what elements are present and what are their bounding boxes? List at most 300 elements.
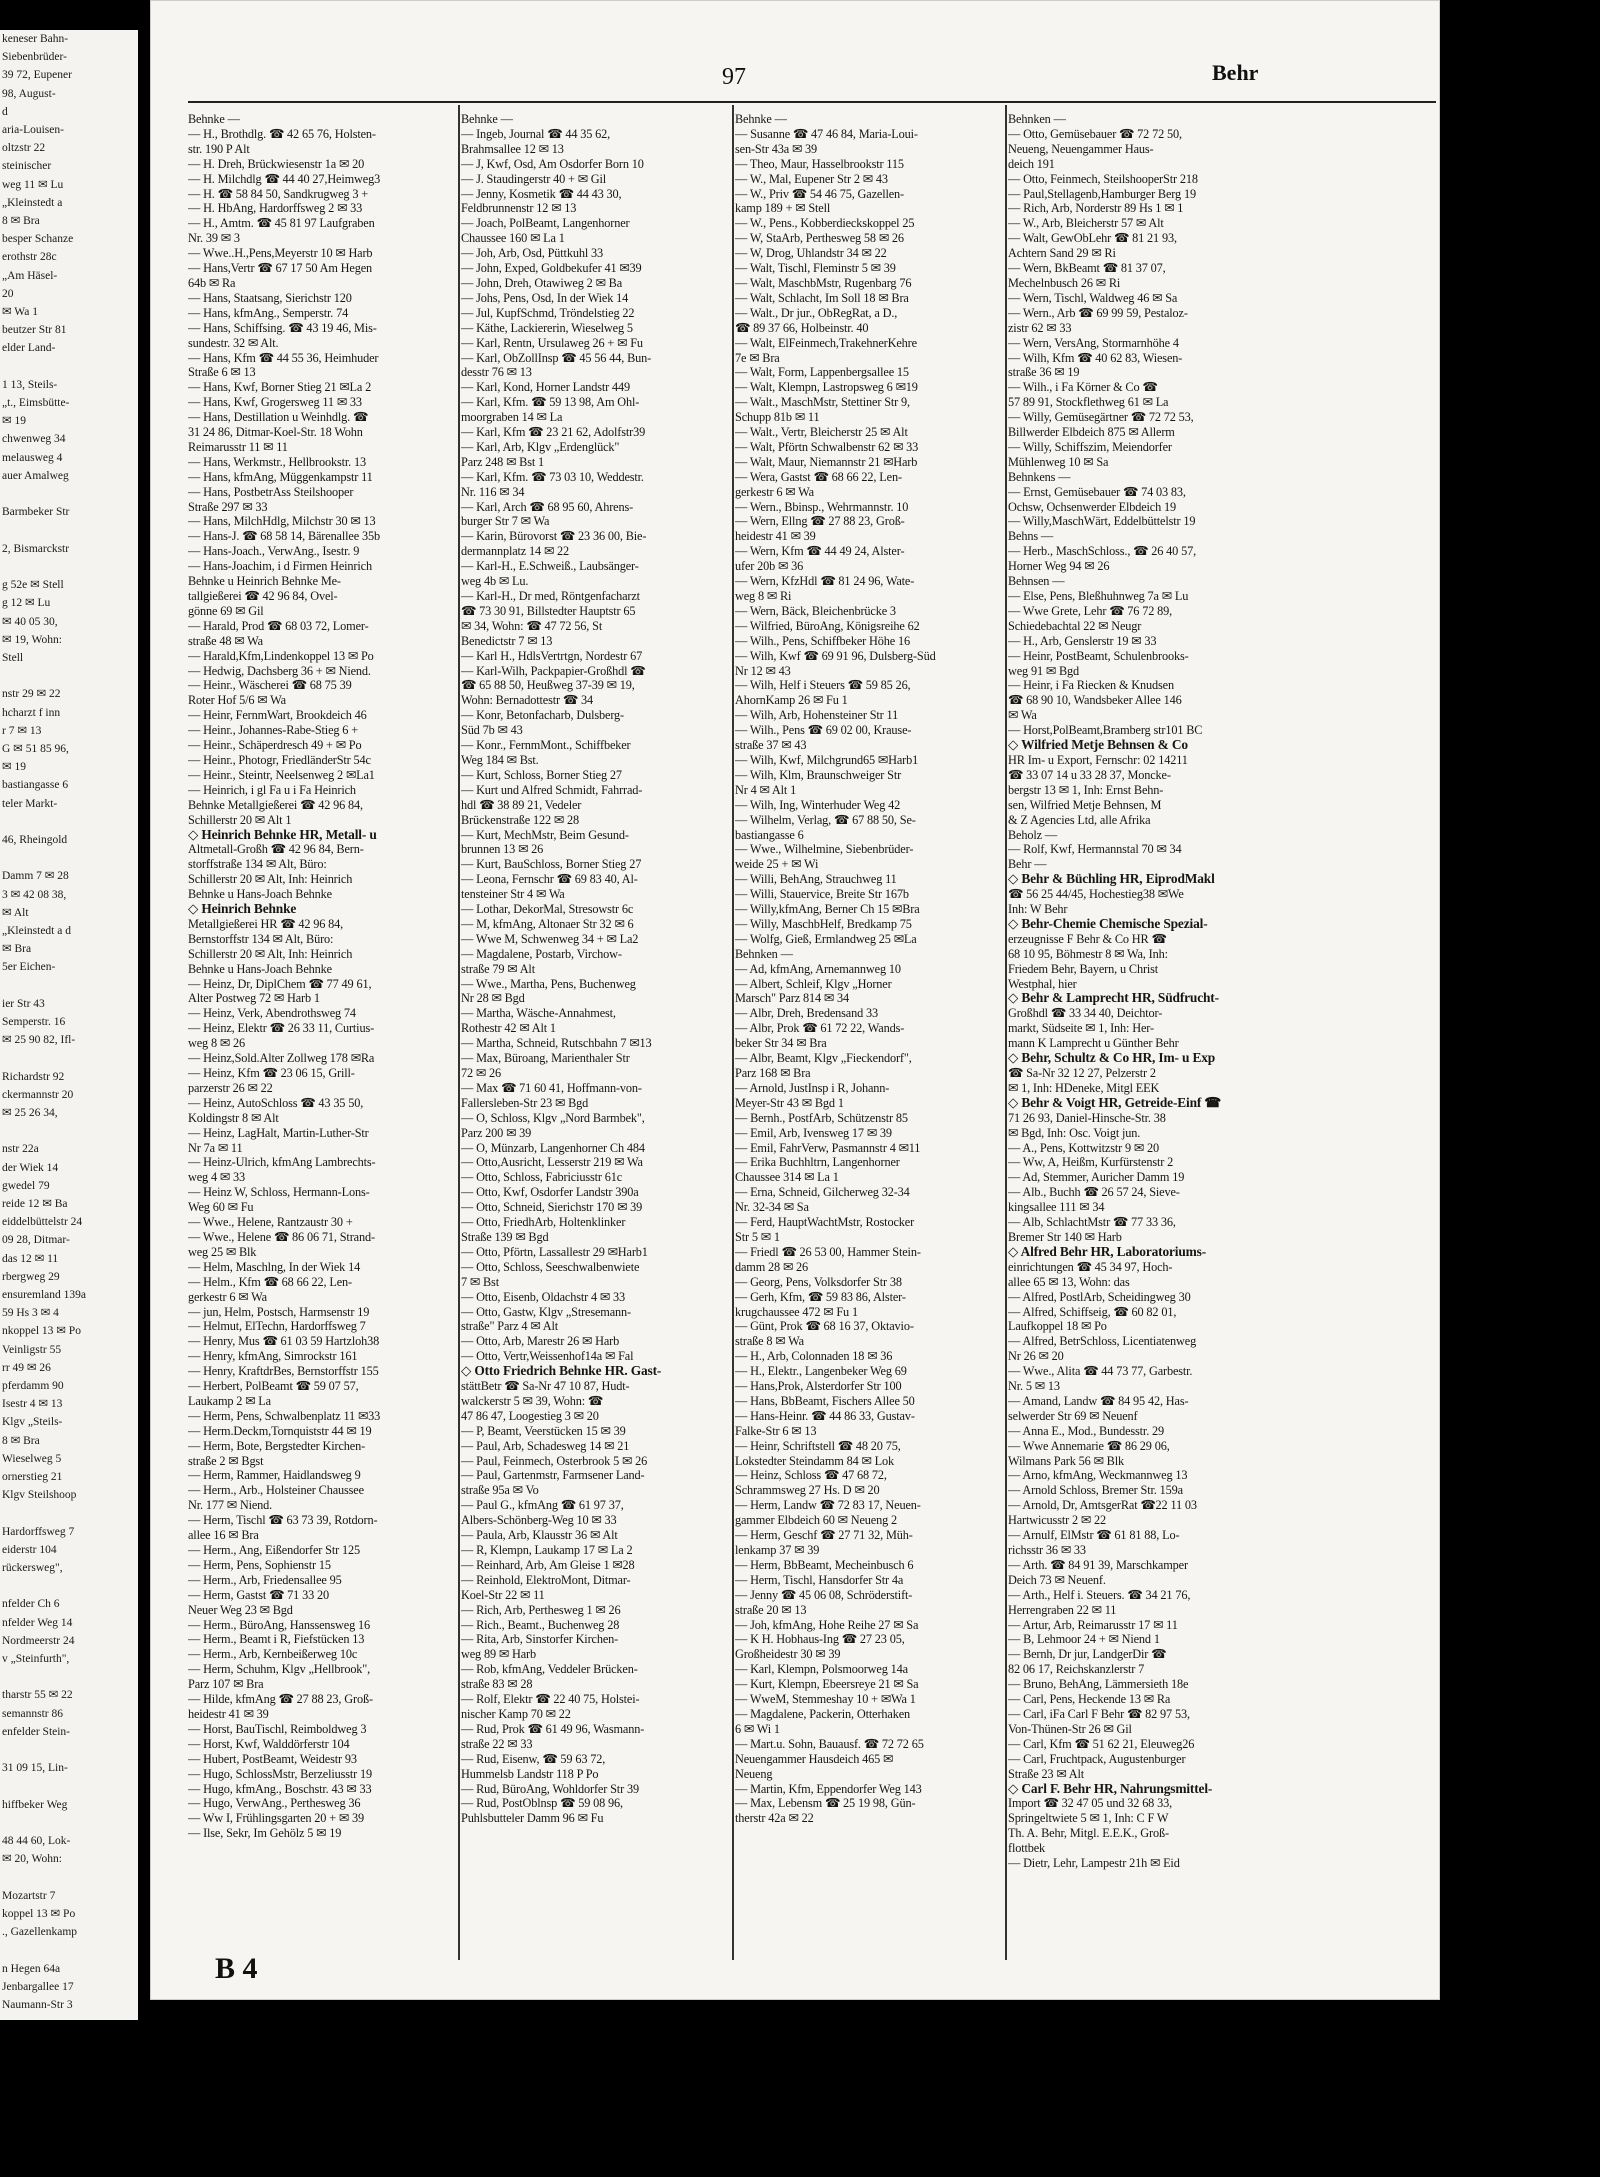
directory-entry: — Albr, Beamt, Klgv „Fieckendorf", — [735, 1051, 912, 1066]
directory-entry: — Paul, Arb, Schadesweg 14 ✉ 21 — [461, 1438, 630, 1453]
directory-entry: — Hans, Kwf, Borner Stieg 21 ✉La 2 — [188, 380, 372, 395]
directory-entry: — B, Lehmoor 24 + ✉ Niend 1 — [1008, 1632, 1160, 1647]
directory-entry: heidestr 41 ✉ 39 — [188, 1706, 269, 1721]
firm-entry: ◇ Heinrich Behnke HR, Metall- u — [188, 826, 377, 842]
directory-entry: — Karl-H., Dr med, Röntgenfacharzt — [461, 589, 640, 603]
directory-entry: Großheidestr 30 ✉ 39 — [735, 1647, 841, 1662]
directory-entry: — Paula, Arb, Klausstr 36 ✉ Alt — [461, 1528, 618, 1543]
directory-entry: Neuengammer Hausdeich 465 ✉ — [735, 1751, 894, 1766]
directory-entry: Weg 60 ✉ Fu — [188, 1200, 254, 1215]
directory-entry: therstr 42a ✉ 22 — [735, 1811, 814, 1826]
directory-entry: deich 191 — [1008, 156, 1055, 171]
directory-entry: — Hans, kfmAng., Semperstr. 74 — [188, 305, 349, 320]
directory-entry: ☎ Sa-Nr 32 12 27, Pelzerstr 2 — [1008, 1066, 1156, 1080]
prev-page-line: melausweg 4 — [2, 451, 63, 464]
directory-entry: — Hans, kfmAng, Müggenkampstr 11 — [188, 469, 373, 484]
entry-column-1 — [188, 112, 456, 1952]
surname-heading: Behnke — — [735, 112, 787, 126]
directory-entry: bastiangasse 6 — [735, 827, 804, 842]
directory-entry: Import ☎ 32 47 05 und 32 68 33, — [1008, 1796, 1173, 1811]
directory-entry: — Willi, BehAng, Strauchweg 11 — [735, 872, 897, 887]
directory-entry: — Rolf, Elektr ☎ 22 40 75, Holstei- — [461, 1692, 640, 1707]
directory-entry: — Herm., Ang, Eißendorfer Str 125 — [188, 1543, 360, 1557]
directory-entry: gammer Elbdeich 60 ✉ Neueng 2 — [735, 1513, 898, 1528]
directory-entry: — Albr, Dreh, Bredensand 33 — [735, 1006, 878, 1021]
directory-entry: kingsallee 111 ✉ 34 — [1008, 1200, 1105, 1215]
directory-entry: — Karl, Rentn, Ursulaweg 26 + ✉ Fu — [461, 335, 643, 350]
directory-entry: weide 25 + ✉ Wi — [735, 857, 819, 872]
directory-entry: — Rud, PostOblnsp ☎ 59 08 96, — [461, 1796, 623, 1811]
directory-entry: — Carl, Pens, Heckende 13 ✉ Ra — [1008, 1692, 1171, 1707]
directory-entry: — Karl, Kond, Horner Landstr 449 — [461, 380, 631, 395]
prev-page-line: eiddelbüttelstr 24 — [2, 1216, 83, 1229]
prev-page-line: „Am Häsel- — [2, 269, 58, 282]
directory-entry: — Hans, Werkmstr., Hellbrookstr. 13 — [188, 454, 366, 469]
column-divider — [1005, 105, 1007, 1960]
directory-entry: — Walt., Dr jur., ObRegRat, a D., — [735, 305, 898, 320]
directory-entry: — Jul, KupfSchmd, Tröndelstieg 22 — [461, 305, 635, 320]
directory-entry: — Magdalene, Postarb, Virchow- — [461, 946, 622, 961]
directory-entry: selwerder Str 69 ✉ Neuenf — [1008, 1408, 1138, 1423]
prev-page-line — [0, 849, 138, 867]
directory-entry: — Wilfried, BüroAng, Königsreihe 62 — [735, 618, 920, 633]
directory-entry: — Hans,Prok, Alsterdorfer Str 100 — [735, 1379, 902, 1394]
directory-entry: — Jenny ☎ 45 06 08, Schröderstift- — [735, 1587, 913, 1602]
directory-entry: Neueng, Neuengammer Haus- — [1008, 141, 1154, 156]
prev-page-line — [0, 1778, 138, 1796]
printer-signature: B 4 — [215, 1952, 258, 1985]
directory-entry: — Anna E., Mod., Bundesstr. 29 — [1008, 1423, 1165, 1438]
directory-entry: — Martin, Kfm, Eppendorfer Weg 143 — [735, 1781, 922, 1796]
directory-entry: Str 5 ✉ 1 — [735, 1229, 780, 1244]
directory-entry: — Otto, Pförtn, Lassallestr 29 ✉Harb1 — [461, 1244, 648, 1259]
directory-entry: walckerstr 5 ✉ 39, Wohn: ☎ — [461, 1393, 604, 1408]
surname-heading: Behns — — [1008, 529, 1054, 544]
directory-entry: — Ww, A, Heißm, Kurfürstenstr 2 — [1008, 1155, 1174, 1170]
directory-entry: — W., Pens., Kobberdieckskoppel 25 — [735, 216, 915, 231]
directory-entry: — Günt, Prok ☎ 68 16 37, Oktavio- — [735, 1319, 914, 1334]
directory-entry: — Artur, Arb, Reimarusstr 17 ✉ 11 — [1008, 1617, 1178, 1632]
directory-entry: ✉ Wa — [1008, 708, 1037, 723]
prev-page-line: Klgv „Steils- — [2, 1416, 63, 1429]
directory-entry: — Carl, Fruchtpack, Augustenburger — [1008, 1751, 1186, 1766]
directory-entry: Schiedebachtal 22 ✉ Neugr — [1008, 618, 1142, 633]
directory-entry: tensteiner Str 4 ✉ Wa — [461, 887, 565, 902]
prev-page-line: 59 Hs 3 ✉ 4 — [2, 1307, 59, 1320]
directory-entry: — Helmut, ElTechn, Hardorffsweg 7 — [188, 1319, 366, 1334]
directory-entry: — Wilh, Klm, Braunschweiger Str — [735, 767, 902, 782]
directory-entry: ✉ 1, Inh: HDeneke, Mitgl EEK — [1008, 1080, 1160, 1095]
directory-entry: Mühlenweg 10 ✉ Sa — [1008, 454, 1109, 469]
directory-entry: — Heinr., Photogr, FriedländerStr 54c — [188, 752, 371, 767]
directory-entry: tallgießerei ☎ 42 96 84, Ovel- — [188, 589, 338, 603]
firm-entry: ◇ Otto Friedrich Behnke HR. Gast- — [461, 1363, 662, 1379]
directory-entry: — Kurt, MechMstr, Beim Gesund- — [461, 827, 629, 842]
directory-entry: — P, Beamt, Veerstücken 15 ✉ 39 — [461, 1423, 626, 1438]
directory-entry: — Heinr., Steintr, Neelsenweg 2 ✉La1 — [188, 767, 375, 782]
directory-entry: straße 48 ✉ Wa — [188, 633, 263, 648]
directory-entry: 68 10 95, Böhmestr 8 ✉ Wa, Inh: — [1008, 946, 1168, 961]
prev-page-line: „Kleinstedt a d — [2, 924, 71, 937]
directory-entry: — K H. Hobhaus-Ing ☎ 27 23 05, — [735, 1632, 905, 1647]
directory-entry: Billwerder Elbdeich 875 ✉ Allerm — [1008, 425, 1175, 440]
directory-entry: — Reinhold, ElektroMont, Ditmar- — [461, 1572, 631, 1587]
directory-entry: Altmetall-Großh ☎ 42 96 84, Bern- — [188, 842, 364, 857]
directory-entry: — Konr., FernmMont., Schiffbeker — [461, 738, 631, 753]
directory-entry: — Rud, BüroAng, Wohldorfer Str 39 — [461, 1781, 639, 1796]
directory-entry: 47 86 47, Loogestieg 3 ✉ 20 — [461, 1408, 599, 1423]
directory-entry: Fallersleben-Str 23 ✉ Bgd — [461, 1095, 589, 1110]
directory-entry: — Kurt, Klempn, Ebeersreye 21 ✉ Sa — [735, 1677, 919, 1692]
directory-entry: Wilmans Park 56 ✉ Blk — [1008, 1453, 1124, 1468]
surname-heading: Behnke — — [461, 112, 513, 126]
entry-column-4 — [1008, 112, 1292, 1952]
prev-page-line: weg 11 ✉ Lu — [2, 178, 64, 191]
directory-entry: — Käthe, Lackiererin, Wieselweg 5 — [461, 320, 633, 335]
prev-page-line: ✉ 40 05 30, — [2, 615, 58, 628]
directory-entry: — Leona, Fernschr ☎ 69 83 40, Al- — [461, 872, 638, 887]
directory-entry: erzeugnisse F Behr & Co HR ☎ — [1008, 931, 1167, 946]
directory-entry: straße" Parz 4 ✉ Alt — [461, 1319, 559, 1334]
directory-entry: brunnen 13 ✉ 26 — [461, 842, 544, 857]
directory-entry: — Herm., BüroAng, Hanssensweg 16 — [188, 1617, 371, 1632]
directory-entry: — Heinz, Schloss ☎ 47 68 72, — [735, 1468, 887, 1483]
directory-entry: Rothestr 42 ✉ Alt 1 — [461, 1021, 556, 1036]
directory-entry: Straße 6 ✉ 13 — [188, 365, 256, 380]
directory-entry: — Arnold Schloss, Bremer Str. 159a — [1008, 1483, 1183, 1498]
directory-entry: Mechelnbusch 26 ✉ Ri — [1008, 275, 1121, 290]
directory-entry: — Max, Büroang, Marienthaler Str — [461, 1051, 630, 1066]
directory-entry: — Wern., Bbinsp., Wehrmannstr. 10 — [735, 499, 909, 514]
directory-entry: — Walt, Schlacht, Im Soll 18 ✉ Bra — [735, 290, 909, 305]
directory-entry: — Albert, Schleif, Klgv „Horner — [735, 976, 892, 991]
directory-entry: ✉ Bgd, Inh: Osc. Voigt jun. — [1008, 1125, 1141, 1140]
directory-entry: Koldingstr 8 ✉ Alt — [188, 1110, 279, 1125]
prev-page-line: „t., Eimsbütte- — [2, 397, 70, 410]
directory-entry: — Herm, Tischl, Hansdorfer Str 4a — [735, 1572, 904, 1587]
directory-entry: — Paul,Stellagenb,Hamburger Berg 19 — [1008, 186, 1196, 201]
prev-page-line: ckermannstr 20 — [2, 1088, 74, 1101]
directory-entry: Friedem Behr, Bayern, u Christ — [1008, 961, 1159, 976]
firm-entry: ◇ Behr, Schultz & Co HR, Im- u Exp — [1008, 1050, 1216, 1066]
prev-page-line — [0, 1504, 138, 1522]
directory-entry: Neuer Weg 23 ✉ Bgd — [188, 1602, 293, 1617]
prev-page-line: auer Amalweg — [2, 469, 69, 482]
directory-entry: — Herm, Geschf ☎ 27 71 32, Müh- — [735, 1528, 913, 1543]
prev-page-line: Wieselweg 5 — [2, 1452, 62, 1465]
directory-entry: — Heinr., Johannes-Rabe-Stieg 6 + — [188, 723, 359, 738]
prev-page-line: 5er Eichen- — [2, 961, 56, 974]
directory-entry: weg 89 ✉ Harb — [461, 1647, 536, 1662]
prev-page-line — [0, 1814, 138, 1832]
prev-page-line: 98, August- — [2, 87, 56, 100]
directory-entry: — H., Amtm. ☎ 45 81 97 Laufgraben — [188, 216, 375, 231]
directory-entry: — Heinz-Ulrich, kfmAng Lambrechts- — [188, 1155, 376, 1170]
prev-page-line: chwenweg 34 — [2, 433, 66, 446]
directory-entry: weg 4b ✉ Lu. — [461, 574, 529, 589]
directory-entry: — Wilh, Kwf, Milchgrund65 ✉Harb1 — [735, 752, 919, 767]
prev-page-line: bastiangasse 6 — [2, 779, 69, 792]
prev-page-line: Richardstr 92 — [2, 1070, 65, 1083]
directory-entry: — Alb., Buchh ☎ 26 57 24, Sieve- — [1008, 1185, 1180, 1200]
prev-page-line — [0, 1577, 138, 1595]
directory-entry: AhornKamp 26 ✉ Fu 1 — [735, 693, 848, 708]
directory-entry: flottbek — [1008, 1841, 1046, 1856]
directory-entry: — Herm.Deckm,Tornquiststr 44 ✉ 19 — [188, 1423, 372, 1438]
directory-entry: — Otto, Arb, Marestr 26 ✉ Harb — [461, 1334, 620, 1349]
prev-page-line: das 12 ✉ 11 — [2, 1252, 59, 1265]
directory-entry: storffstraße 134 ✉ Alt, Büro: — [188, 857, 327, 872]
directory-entry: — Herm, Schuhm, Klgv „Hellbrook", — [188, 1662, 371, 1677]
directory-entry: — Hans, Schiffsing. ☎ 43 19 46, Mis- — [188, 320, 377, 335]
prev-page-line: 48 44 60, Lok- — [2, 1835, 71, 1848]
directory-entry: — Karl, Arch ☎ 68 95 60, Ahrens- — [461, 499, 634, 514]
directory-entry: — Willi, Stauervice, Breite Str 167b — [735, 887, 909, 902]
directory-entry: beker Str 34 ✉ Bra — [735, 1036, 827, 1051]
directory-entry: Springeltwiete 5 ✉ 1, Inh: C F W — [1008, 1811, 1169, 1826]
directory-entry: — Susanne ☎ 47 46 84, Maria-Loui- — [735, 126, 918, 141]
prev-page-line: rückersweg", — [2, 1562, 63, 1575]
directory-entry: straße 83 ✉ 28 — [461, 1677, 533, 1692]
directory-entry: — Walt, Maur, Niemannstr 21 ✉Harb — [735, 454, 918, 469]
directory-entry: — Karl, ObZollInsp ☎ 45 56 44, Bun- — [461, 350, 652, 365]
directory-entry: — Walt, Tischl, Fleminstr 5 ✉ 39 — [735, 261, 896, 276]
directory-entry: sen-Str 43a ✉ 39 — [735, 141, 818, 156]
directory-entry: HR Im- u Export, Fernschr: 02 14211 — [1008, 752, 1188, 767]
directory-entry: markt, Südseite ✉ 1, Inh: Her- — [1008, 1021, 1154, 1036]
directory-entry: heidestr 41 ✉ 39 — [735, 529, 816, 544]
directory-entry: — Wern, Ellng ☎ 27 88 23, Groß- — [735, 514, 905, 529]
directory-entry: 64b ✉ Ra — [188, 275, 236, 290]
prev-page-line — [0, 521, 138, 539]
firm-entry: ◇ Heinrich Behnke — [188, 901, 297, 917]
directory-entry: — Herm, Bote, Bergstedter Kirchen- — [188, 1438, 366, 1453]
directory-entry: — Herm., Arb., Holsteiner Chaussee — [188, 1483, 364, 1498]
surname-heading: Behnken — — [735, 946, 793, 961]
directory-entry: — Ferd, HauptWachtMstr, Rostocker — [735, 1215, 915, 1230]
column-divider — [732, 105, 734, 1960]
directory-entry: — Hans, Destillation u Weinhdlg. ☎ — [188, 410, 369, 425]
directory-entry: — H., Brothdlg. ☎ 42 65 76, Holsten- — [188, 126, 376, 141]
directory-entry: — Reinhard, Arb, Am Gleise 1 ✉28 — [461, 1557, 635, 1572]
directory-entry: — Ernst, Gemüsebauer ☎ 74 03 83, — [1008, 484, 1186, 499]
directory-entry: allee 16 ✉ Bra — [188, 1528, 259, 1543]
directory-entry: — Rich., Beamt., Buchenweg 28 — [461, 1617, 620, 1632]
directory-entry: — Paul G., kfmAng ☎ 61 97 37, — [461, 1498, 624, 1513]
prev-page-line: d — [2, 105, 8, 118]
directory-entry: Deich 73 ✉ Neuenf. — [1008, 1572, 1106, 1587]
directory-entry: — Herm., Arb, Friedensallee 95 — [188, 1572, 342, 1587]
directory-entry: — Albr, Prok ☎ 61 72 22, Wands- — [735, 1021, 905, 1036]
directory-entry: — Wwe M, Schwenweg 34 + ✉ La2 — [461, 931, 639, 946]
directory-entry: mann K Lamprecht u Günther Behr — [1008, 1036, 1179, 1051]
header-rule — [188, 101, 1436, 103]
directory-entry: Bernstorffstr 134 ✉ Alt, Büro: — [188, 931, 334, 946]
directory-entry: — Helm., Kfm ☎ 68 66 22, Len- — [188, 1274, 352, 1289]
directory-entry: — Rich, Arb, Perthesweg 1 ✉ 26 — [461, 1602, 621, 1617]
directory-entry: — H., Arb, Genslerstr 19 ✉ 33 — [1008, 633, 1157, 648]
directory-entry: — Rud, Eisenw, ☎ 59 63 72, — [461, 1751, 606, 1766]
directory-entry: — Hans-Joachim, i d Firmen Heinrich — [188, 559, 372, 574]
directory-entry: — WweM, Stemmeshay 10 + ✉Wa 1 — [735, 1692, 916, 1707]
directory-entry: — Otto, Schneid, Sierichstr 170 ✉ 39 — [461, 1200, 643, 1215]
page-number: 97 — [722, 64, 746, 90]
directory-entry: — Johs, Pens, Osd, In der Wiek 14 — [461, 290, 629, 305]
directory-entry: — Walt, Pförtn Schwalbenstr 62 ✉ 33 — [735, 439, 919, 454]
firm-entry: ◇ Alfred Behr HR, Laboratoriums- — [1008, 1243, 1207, 1259]
prev-page-line: Barmbeker Str — [2, 506, 70, 519]
firm-entry: ◇ Behr-Chemie Chemische Spezial- — [1008, 915, 1208, 931]
directory-entry: ☎ 89 37 66, Holbeinstr. 40 — [735, 320, 869, 335]
directory-entry: stättBetr ☎ Sa-Nr 47 10 87, Hudt- — [461, 1379, 630, 1394]
directory-entry: 72 ✉ 26 — [461, 1066, 501, 1080]
prev-page-line: besper Schanze — [2, 233, 74, 246]
directory-entry: — Ingeb, Journal ☎ 44 35 62, — [461, 126, 611, 141]
directory-entry: — Harald, Prod ☎ 68 03 72, Lomer- — [188, 618, 369, 633]
directory-entry: ☎ 73 30 91, Billstedter Hauptstr 65 — [461, 603, 636, 618]
directory-entry: Meyer-Str 43 ✉ Bgd 1 — [735, 1095, 844, 1110]
directory-entry: — W., Arb, Bleicherstr 57 ✉ Alt — [1008, 216, 1164, 231]
directory-entry: Nr. 32-34 ✉ Sa — [735, 1200, 809, 1215]
directory-entry: — Hans, BbBeamt, Fischers Allee 50 — [735, 1393, 915, 1408]
directory-entry: — Paul, Feinmech, Osterbrook 5 ✉ 26 — [461, 1453, 648, 1468]
directory-entry: Nr 28 ✉ Bgd — [461, 991, 525, 1006]
directory-entry: ✉ 34, Wohn: ☎ 47 72 56, St — [461, 618, 603, 633]
directory-entry: — W, StaArb, Perthesweg 58 ✉ 26 — [735, 231, 904, 246]
directory-entry: — Amand, Landw ☎ 84 95 42, Has- — [1008, 1393, 1189, 1408]
prev-page-line: ier Str 43 — [2, 997, 45, 1010]
directory-entry: Metallgießerei HR ☎ 42 96 84, — [188, 916, 344, 931]
directory-entry: sundestr. 32 ✉ Alt. — [188, 335, 279, 350]
directory-entry: — Rud, Prok ☎ 61 49 96, Wasmann- — [461, 1721, 645, 1736]
prev-page-line: beutzer Str 81 — [2, 324, 67, 337]
directory-entry: — Hans,Vertr ☎ 67 17 50 Am Hegen — [188, 261, 373, 276]
directory-entry: — Wilh, Helf i Steuers ☎ 59 85 26, — [735, 678, 911, 693]
directory-entry: — Karl, Kfm. ☎ 73 03 10, Weddestr. — [461, 469, 644, 484]
directory-entry: — Heinr, Schriftstell ☎ 48 20 75, — [735, 1438, 901, 1453]
directory-entry: — Heinz, LagHalt, Martin-Luther-Str — [188, 1125, 369, 1140]
directory-entry: — A., Pens, Kottwitzstr 9 ✉ 20 — [1008, 1140, 1159, 1155]
firm-entry: ◇ Behr & Voigt HR, Getreide-Einf ☎ — [1008, 1094, 1221, 1110]
prev-page-line — [0, 1668, 138, 1686]
directory-entry: Nr 12 ✉ 43 — [735, 663, 791, 678]
directory-entry: Laufkoppel 18 ✉ Po — [1008, 1319, 1107, 1334]
prev-page-line: ensuremland 139a — [2, 1289, 86, 1302]
directory-entry: — Arno, kfmAng, Weckmannweg 13 — [1008, 1468, 1188, 1483]
directory-entry: ufer 20b ✉ 36 — [735, 559, 804, 574]
directory-entry: Koel-Str 22 ✉ 11 — [461, 1587, 545, 1602]
directory-entry: — Wolfg, Gieß, Ermlandweg 25 ✉La — [735, 931, 917, 946]
directory-entry: — Kurt und Alfred Schmidt, Fahrrad- — [461, 782, 643, 797]
running-head: Behr — [1212, 60, 1259, 85]
directory-entry: weg 4 ✉ 33 — [188, 1170, 245, 1185]
surname-heading: Behnke — — [188, 112, 240, 126]
directory-entry: — Heinr, i Fa Riecken & Knudsen — [1008, 678, 1174, 693]
directory-entry: — Hans, Staatsang, Sierichstr 120 — [188, 290, 352, 305]
directory-entry: Neueng — [735, 1766, 773, 1781]
directory-entry: straße 37 ✉ 43 — [735, 738, 807, 753]
prev-page-line: Veinligstr 55 — [2, 1343, 62, 1356]
directory-entry: straße 95a ✉ Vo — [461, 1483, 539, 1498]
directory-entry: — John, Exped, Goldbekufer 41 ✉39 — [461, 261, 642, 276]
directory-entry: zistr 62 ✉ 33 — [1008, 320, 1072, 335]
directory-entry: Laukamp 2 ✉ La — [188, 1393, 271, 1408]
directory-entry: — Hugo, kfmAng., Boschstr. 43 ✉ 33 — [188, 1781, 372, 1796]
directory-entry: Behnke u Hans-Joach Behnke — [188, 887, 332, 902]
directory-entry: — Bruno, BehAng, Lämmersieth 18e — [1008, 1677, 1189, 1692]
directory-entry: — Jenny, Kosmetik ☎ 44 43 30, — [461, 186, 622, 201]
directory-entry: — Arnulf, ElMstr ☎ 61 81 88, Lo- — [1008, 1528, 1180, 1543]
directory-entry: — Martha, Schneid, Rutschbahn 7 ✉13 — [461, 1036, 652, 1051]
directory-entry: — Otto,Ausricht, Lesserstr 219 ✉ Wa — [461, 1155, 643, 1170]
prev-page-line: Siebenbrüder- — [2, 51, 67, 64]
prev-page-line: v „Steinfurth", — [2, 1653, 70, 1666]
prev-page-line — [0, 813, 138, 831]
directory-entry: Alter Postweg 72 ✉ Harb 1 — [188, 991, 320, 1006]
directory-entry: — Wilh, Arb, Hohensteiner Str 11 — [735, 708, 899, 723]
directory-entry: Behnke u Hans-Joach Behnke — [188, 961, 332, 976]
prev-page-line: Mozartstr 7 — [2, 1889, 56, 1902]
prev-page-line: hcharzt f inn — [2, 706, 61, 719]
prev-page-line: n Hegen 64a — [2, 1962, 61, 1975]
directory-entry: — Heinz, Kfm ☎ 23 06 15, Grill- — [188, 1066, 355, 1080]
directory-entry: — Carl, Kfm ☎ 51 62 21, Eleuweg26 — [1008, 1736, 1195, 1751]
directory-entry: Parz 107 ✉ Bra — [188, 1677, 264, 1692]
directory-entry: — Georg, Pens, Volksdorfer Str 38 — [735, 1274, 902, 1289]
directory-entry: Nr. 5 ✉ 13 — [1008, 1379, 1060, 1394]
directory-entry: weg 8 ✉ 26 — [188, 1036, 245, 1051]
directory-entry: dermannplatz 14 ✉ 22 — [461, 544, 570, 559]
directory-entry: Feldbrunnenstr 12 ✉ 13 — [461, 201, 577, 216]
prev-page-line: Hardorffsweg 7 — [2, 1525, 75, 1538]
directory-entry: straße 22 ✉ 33 — [461, 1736, 533, 1751]
directory-entry: — Wwe., Alita ☎ 44 73 77, Garbestr. — [1008, 1364, 1193, 1379]
directory-entry: Inh: W Behr — [1008, 902, 1068, 917]
prev-page-line: tharstr 55 ✉ 22 — [2, 1689, 73, 1702]
prev-page-line — [0, 1941, 138, 1959]
directory-entry: — Willy,MaschWärt, Eddelbüttelstr 19 — [1008, 514, 1196, 529]
surname-heading: Behr — — [1008, 857, 1047, 872]
directory-entry: Falke-Str 6 ✉ 13 — [735, 1423, 817, 1438]
directory-entry: straße 79 ✉ Alt — [461, 961, 535, 976]
prev-page-line: ., Gazellenkamp — [2, 1926, 78, 1939]
directory-entry: 57 89 91, Stockflethweg 61 ✉ La — [1008, 395, 1169, 410]
directory-entry: — Hugo, SchlossMstr, Berzeliusstr 19 — [188, 1766, 373, 1781]
directory-entry: — Rita, Arb, Sinstorfer Kirchen- — [461, 1632, 619, 1647]
directory-entry: Achtern Sand 29 ✉ Ri — [1008, 246, 1116, 261]
directory-entry: Hartwicusstr 2 ✉ 22 — [1008, 1513, 1106, 1528]
directory-entry: — Willy, MaschbHelf, Bredkamp 75 — [735, 916, 912, 931]
directory-entry: parzerstr 26 ✉ 22 — [188, 1080, 273, 1095]
directory-entry: — Heinz, Dr, DiplChem ☎ 77 49 61, — [188, 976, 372, 991]
directory-entry: Benedictstr 7 ✉ 13 — [461, 633, 553, 648]
directory-entry: richsstr 36 ✉ 33 — [1008, 1543, 1086, 1557]
directory-entry: — Wern, KfzHdl ☎ 81 24 96, Wate- — [735, 574, 915, 589]
prev-page-line: 8 ✉ Bra — [2, 1434, 40, 1447]
directory-entry: — Kurt, Schloss, Borner Stieg 27 — [461, 767, 622, 782]
directory-entry: — Joh, kfmAng, Hohe Reihe 27 ✉ Sa — [735, 1617, 919, 1632]
directory-entry: — Kurt, BauSchloss, Borner Stieg 27 — [461, 857, 642, 872]
directory-entry: — Horst, Kwf, Walddörferstr 104 — [188, 1736, 350, 1751]
directory-entry: Chaussee 314 ✉ La 1 — [735, 1170, 839, 1185]
prev-page-line: Stell — [2, 651, 24, 664]
directory-entry: — Wera, Gastst ☎ 68 66 22, Len- — [735, 469, 902, 484]
directory-entry: Straße 297 ✉ 33 — [188, 499, 268, 514]
entry-column-3 — [735, 112, 1003, 1952]
directory-entry: — Heinr., Schäperdresch 49 + ✉ Po — [188, 738, 362, 753]
directory-entry: Th. A. Behr, Mitgl. E.E.K., Groß- — [1008, 1826, 1169, 1841]
directory-entry: Reimarusstr 11 ✉ 11 — [188, 439, 288, 454]
